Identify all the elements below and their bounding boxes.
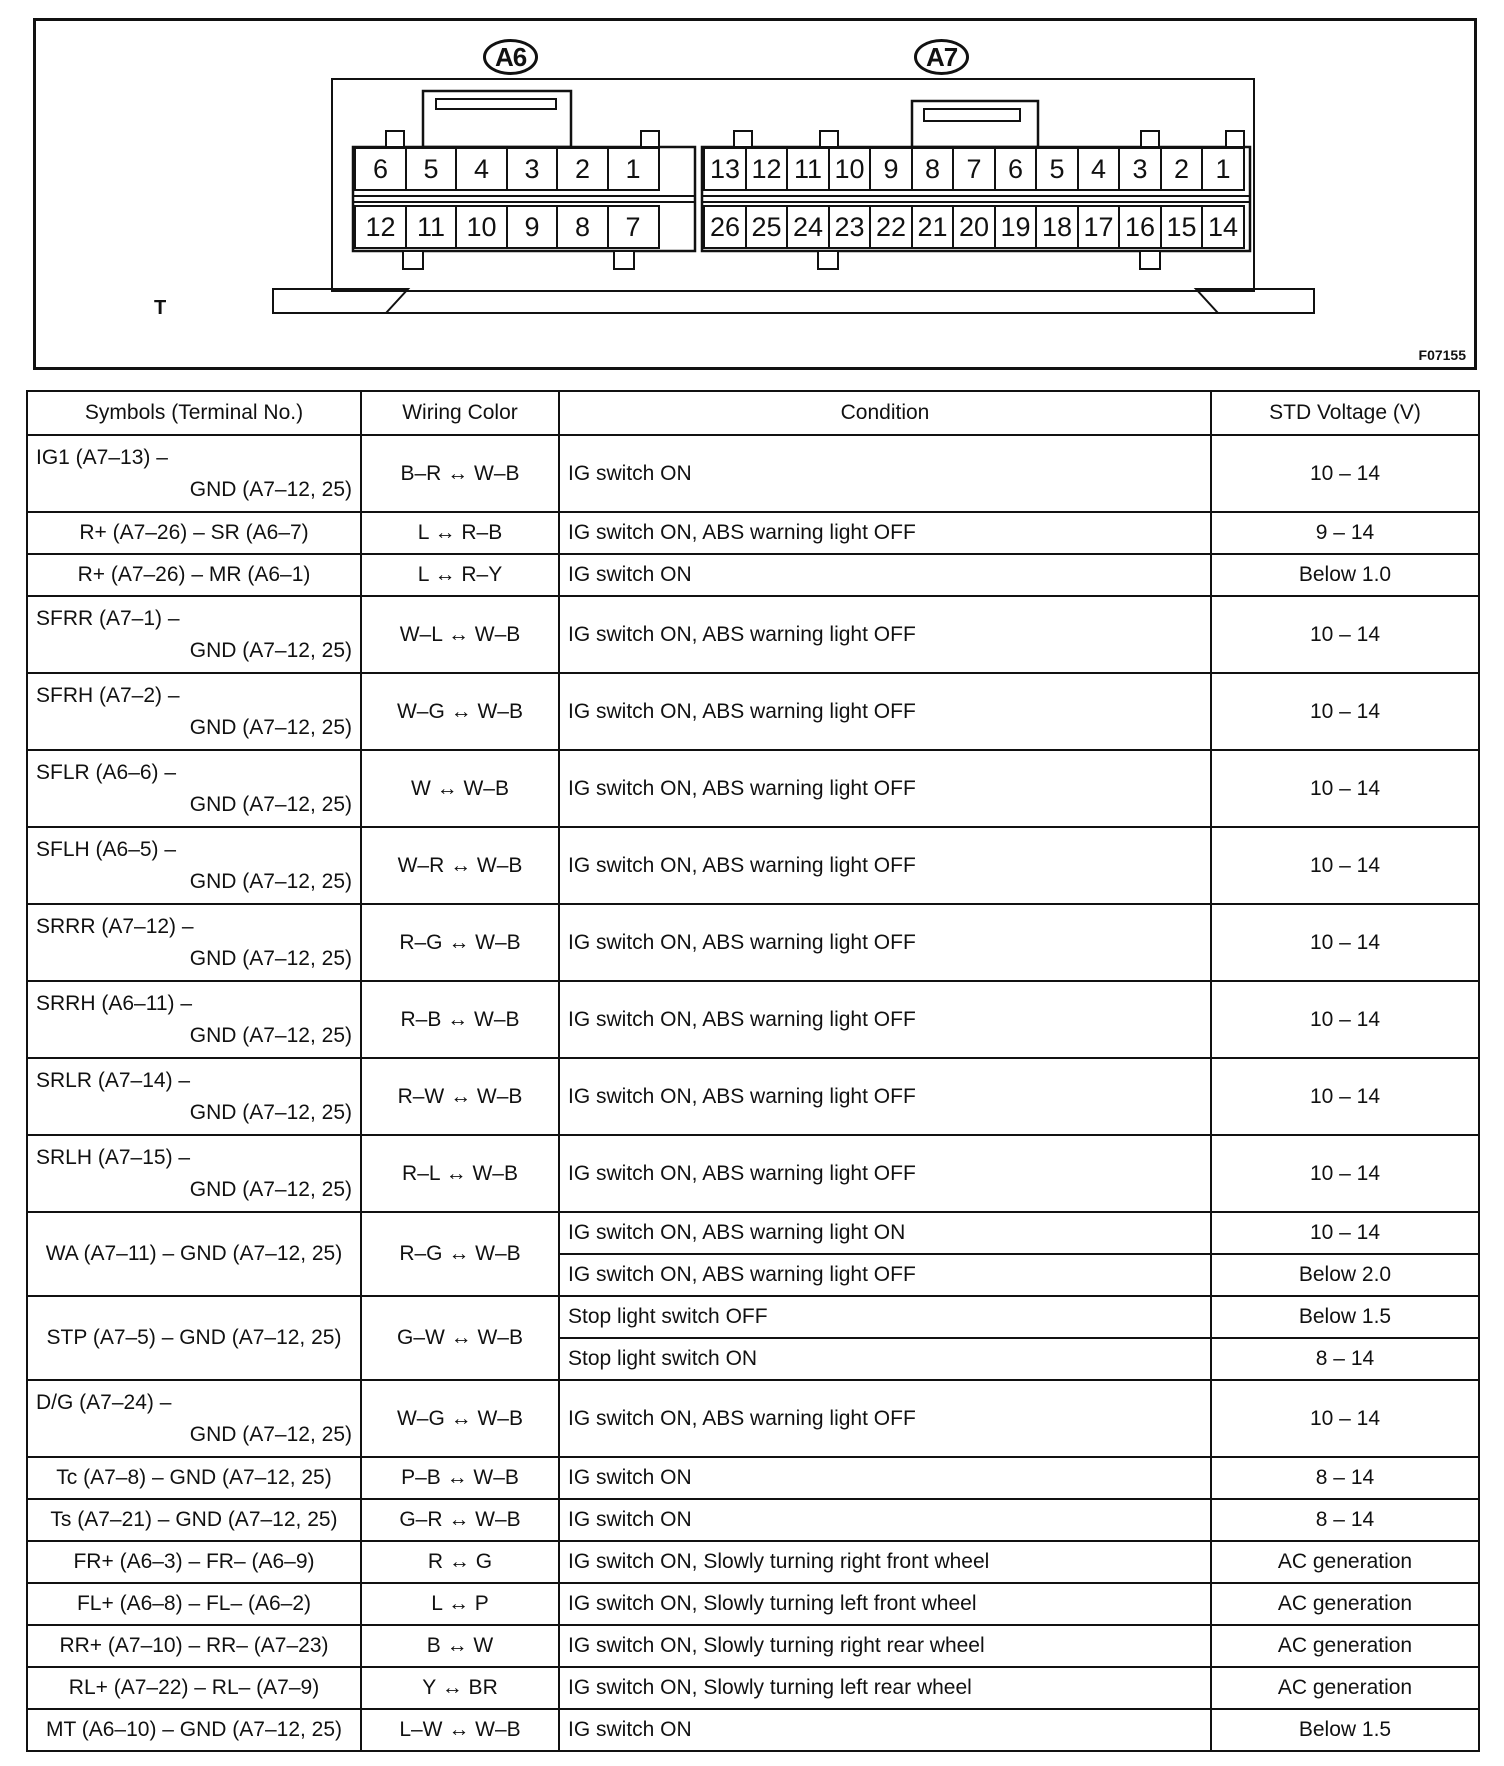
cell-voltage: 9 – 14	[1211, 512, 1479, 554]
cell-condition: Stop light switch ON	[559, 1338, 1211, 1380]
symbol-line: GND (A7–12, 25)	[189, 1177, 352, 1201]
cell-symbols	[27, 673, 361, 750]
cell-voltage: 10 – 14	[1211, 1380, 1479, 1457]
pin: 5	[1035, 147, 1079, 191]
cell-symbols	[27, 1625, 361, 1667]
pin: 9	[506, 205, 559, 249]
symbol-line: R+ (A7–26) – MR (A6–1)	[77, 563, 311, 586]
cell-condition: IG switch ON, ABS warning light OFF	[559, 981, 1211, 1058]
symbol-line: IG1 (A7–13) –	[36, 445, 168, 469]
pin: 3	[1118, 147, 1162, 191]
table-row	[27, 1709, 1479, 1751]
cell-voltage: 10 – 14	[1211, 981, 1479, 1058]
cell-voltage: 8 – 14	[1211, 1457, 1479, 1499]
cell-voltage: 10 – 14	[1211, 750, 1479, 827]
cell-condition: IG switch ON	[559, 435, 1211, 512]
cell-voltage: 10 – 14	[1211, 596, 1479, 673]
cell-wiring: R ↔ G	[361, 1541, 559, 1583]
cell-symbols	[27, 1541, 361, 1583]
cell-wiring: B ↔ W	[361, 1625, 559, 1667]
pin: 24	[786, 205, 830, 249]
cell-symbols	[27, 554, 361, 596]
symbol-line: GND (A7–12, 25)	[189, 792, 352, 816]
cell-wiring: G–R ↔ W–B	[361, 1499, 559, 1541]
header-condition: Condition	[559, 391, 1211, 435]
table-row	[27, 512, 1479, 554]
cell-wiring: Y ↔ BR	[361, 1667, 559, 1709]
cell-symbols	[27, 1667, 361, 1709]
cell-voltage: 10 – 14	[1211, 673, 1479, 750]
pin: 4	[1077, 147, 1121, 191]
cell-wiring: R–G ↔ W–B	[361, 1212, 559, 1296]
cell-condition: IG switch ON, ABS warning light OFF	[559, 827, 1211, 904]
cell-voltage: 10 – 14	[1211, 1058, 1479, 1135]
table-row	[27, 1583, 1479, 1625]
cell-condition: IG switch ON, ABS warning light OFF	[559, 673, 1211, 750]
pin: 19	[994, 205, 1038, 249]
pin: 13	[703, 147, 747, 191]
cell-condition: Stop light switch OFF	[559, 1296, 1211, 1338]
symbol-line: Tc (A7–8) – GND (A7–12, 25)	[56, 1466, 332, 1489]
cell-wiring: W–G ↔ W–B	[361, 1380, 559, 1457]
pin: 6	[354, 147, 407, 191]
symbol-line: SFRR (A7–1) –	[36, 606, 180, 630]
table-row	[27, 904, 1479, 981]
view-direction-label: T	[154, 297, 167, 319]
pin: 16	[1118, 205, 1162, 249]
cell-voltage: Below 2.0	[1211, 1254, 1479, 1296]
table-row	[27, 1667, 1479, 1709]
symbol-line: SFRH (A7–2) –	[36, 683, 180, 707]
cell-wiring: R–G ↔ W–B	[361, 904, 559, 981]
symbol-line: Ts (A7–21) – GND (A7–12, 25)	[50, 1508, 338, 1531]
pin: 1	[607, 147, 660, 191]
table-row	[27, 1457, 1479, 1499]
pin: 10	[828, 147, 872, 191]
symbol-line: SRRR (A7–12) –	[36, 914, 194, 938]
table-row	[27, 1541, 1479, 1583]
pin: 17	[1077, 205, 1121, 249]
cell-symbols	[27, 1296, 361, 1380]
symbol-line: FL+ (A6–8) – FL– (A6–2)	[76, 1592, 312, 1615]
a7-top-pin-row	[703, 147, 1243, 191]
cell-condition: IG switch ON, Slowly turning right front wheel	[559, 1541, 1211, 1583]
symbol-line: RR+ (A7–10) – RR– (A7–23)	[59, 1634, 329, 1657]
table-row	[27, 554, 1479, 596]
pin: 23	[828, 205, 872, 249]
cell-wiring: L ↔ P	[361, 1583, 559, 1625]
symbol-line: GND (A7–12, 25)	[189, 715, 352, 739]
cell-wiring: R–L ↔ W–B	[361, 1135, 559, 1212]
table-row	[27, 435, 1479, 512]
symbol-line: R+ (A7–26) – SR (A6–7)	[79, 521, 309, 544]
cell-symbols	[27, 1212, 361, 1296]
table-row	[27, 1380, 1479, 1457]
pin: 22	[869, 205, 913, 249]
cell-condition: IG switch ON, ABS warning light OFF	[559, 1058, 1211, 1135]
table-row	[27, 673, 1479, 750]
cell-wiring: B–R ↔ W–B	[361, 435, 559, 512]
cell-voltage: Below 1.0	[1211, 554, 1479, 596]
pin: 20	[952, 205, 996, 249]
symbol-line: FR+ (A6–3) – FR– (A6–9)	[73, 1550, 315, 1573]
cell-condition: IG switch ON, Slowly turning right rear wheel	[559, 1625, 1211, 1667]
cell-voltage: Below 1.5	[1211, 1296, 1479, 1338]
symbol-line: GND (A7–12, 25)	[189, 869, 352, 893]
a6-bottom-pin-row	[354, 205, 657, 249]
symbol-line: MT (A6–10) – GND (A7–12, 25)	[45, 1718, 343, 1741]
table-row	[27, 750, 1479, 827]
cell-wiring: R–B ↔ W–B	[361, 981, 559, 1058]
cell-symbols	[27, 750, 361, 827]
pin: 26	[703, 205, 747, 249]
cell-condition: IG switch ON, ABS warning light OFF	[559, 596, 1211, 673]
cell-condition: IG switch ON, Slowly turning left front wheel	[559, 1583, 1211, 1625]
cell-voltage: Below 1.5	[1211, 1709, 1479, 1751]
table-row	[27, 827, 1479, 904]
cell-symbols	[27, 596, 361, 673]
cell-condition: IG switch ON, ABS warning light OFF	[559, 904, 1211, 981]
cell-condition: IG switch ON	[559, 1457, 1211, 1499]
table-row	[27, 1625, 1479, 1667]
pin: 9	[869, 147, 913, 191]
table-row	[27, 1135, 1479, 1212]
cell-wiring: R–W ↔ W–B	[361, 1058, 559, 1135]
cell-condition: IG switch ON, ABS warning light OFF	[559, 750, 1211, 827]
a6-top-pin-row	[354, 147, 657, 191]
pin: 6	[994, 147, 1038, 191]
cell-voltage: AC generation	[1211, 1625, 1479, 1667]
symbol-line: SFLR (A6–6) –	[36, 760, 177, 784]
cell-condition: IG switch ON, ABS warning light OFF	[559, 1254, 1211, 1296]
cell-wiring: P–B ↔ W–B	[361, 1457, 559, 1499]
symbol-line: SRLR (A7–14) –	[36, 1068, 191, 1092]
cell-voltage: 10 – 14	[1211, 435, 1479, 512]
pin: 5	[405, 147, 458, 191]
header-std-voltage: STD Voltage (V)	[1211, 391, 1479, 435]
cell-condition: IG switch ON	[559, 554, 1211, 596]
pin: 18	[1035, 205, 1079, 249]
cell-voltage: 8 – 14	[1211, 1499, 1479, 1541]
pin: 2	[556, 147, 609, 191]
symbol-line: STP (A7–5) – GND (A7–12, 25)	[46, 1326, 342, 1349]
table-row	[27, 981, 1479, 1058]
cell-condition: IG switch ON, ABS warning light OFF	[559, 1135, 1211, 1212]
table-row	[27, 596, 1479, 673]
cell-symbols	[27, 1709, 361, 1751]
cell-condition: IG switch ON, ABS warning light OFF	[559, 512, 1211, 554]
symbol-line: GND (A7–12, 25)	[189, 1422, 352, 1446]
symbol-line: GND (A7–12, 25)	[189, 638, 352, 662]
cell-symbols	[27, 827, 361, 904]
cell-wiring: W–R ↔ W–B	[361, 827, 559, 904]
table-row	[27, 1058, 1479, 1135]
cell-symbols	[27, 435, 361, 512]
pin: 11	[786, 147, 830, 191]
pin: 15	[1160, 205, 1204, 249]
cell-condition: IG switch ON, Slowly turning left rear wheel	[559, 1667, 1211, 1709]
terminal-voltage-table	[26, 390, 1480, 1752]
symbol-line: GND (A7–12, 25)	[189, 477, 352, 501]
symbol-line: GND (A7–12, 25)	[189, 1023, 352, 1047]
table-row	[27, 1212, 1479, 1254]
cell-wiring: W–L ↔ W–B	[361, 596, 559, 673]
cell-condition: IG switch ON, ABS warning light ON	[559, 1212, 1211, 1254]
header-wiring-color: Wiring Color	[361, 391, 559, 435]
cell-symbols	[27, 1457, 361, 1499]
pin: 21	[911, 205, 955, 249]
cell-wiring: L ↔ R–B	[361, 512, 559, 554]
cell-condition: IG switch ON	[559, 1499, 1211, 1541]
cell-symbols	[27, 904, 361, 981]
connector-a6-label: A6	[483, 39, 538, 75]
pin: 1	[1201, 147, 1245, 191]
header-symbols: Symbols (Terminal No.)	[27, 391, 361, 435]
figure-code: F07155	[1418, 347, 1466, 363]
connector-diagram	[33, 18, 1477, 370]
pin: 12	[354, 205, 407, 249]
a7-bottom-pin-row	[703, 205, 1243, 249]
cell-wiring: W ↔ W–B	[361, 750, 559, 827]
pin: 2	[1160, 147, 1204, 191]
pin: 3	[506, 147, 559, 191]
pin: 4	[455, 147, 508, 191]
cell-voltage: AC generation	[1211, 1667, 1479, 1709]
cell-symbols	[27, 1499, 361, 1541]
table-row	[27, 1499, 1479, 1541]
pin: 11	[405, 205, 458, 249]
cell-voltage: AC generation	[1211, 1541, 1479, 1583]
cell-symbols	[27, 981, 361, 1058]
symbol-line: GND (A7–12, 25)	[189, 946, 352, 970]
cell-wiring: W–G ↔ W–B	[361, 673, 559, 750]
cell-symbols	[27, 1583, 361, 1625]
pin: 7	[607, 205, 660, 249]
symbol-line: WA (A7–11) – GND (A7–12, 25)	[45, 1242, 343, 1265]
cell-voltage: 10 – 14	[1211, 904, 1479, 981]
pin: 12	[745, 147, 789, 191]
cell-voltage: 8 – 14	[1211, 1338, 1479, 1380]
pin: 8	[556, 205, 609, 249]
cell-condition: IG switch ON	[559, 1709, 1211, 1751]
symbol-line: D/G (A7–24) –	[36, 1390, 172, 1414]
cell-voltage: 10 – 14	[1211, 827, 1479, 904]
symbol-line: SFLH (A6–5) –	[36, 837, 177, 861]
cell-voltage: AC generation	[1211, 1583, 1479, 1625]
cell-symbols	[27, 512, 361, 554]
pin: 25	[745, 205, 789, 249]
pin: 14	[1201, 205, 1245, 249]
cell-symbols	[27, 1380, 361, 1457]
cell-wiring: L ↔ R–Y	[361, 554, 559, 596]
cell-voltage: 10 – 14	[1211, 1135, 1479, 1212]
cell-wiring: L–W ↔ W–B	[361, 1709, 559, 1751]
symbol-line: RL+ (A7–22) – RL– (A7–9)	[68, 1676, 320, 1699]
symbol-line: SRLH (A7–15) –	[36, 1145, 191, 1169]
connector-outline-drawing	[36, 21, 1474, 367]
pin: 7	[952, 147, 996, 191]
cell-condition: IG switch ON, ABS warning light OFF	[559, 1380, 1211, 1457]
cell-symbols	[27, 1058, 361, 1135]
cell-voltage: 10 – 14	[1211, 1212, 1479, 1254]
table-header-row	[27, 391, 1479, 435]
cell-symbols	[27, 1135, 361, 1212]
symbol-line: GND (A7–12, 25)	[189, 1100, 352, 1124]
cell-wiring: G–W ↔ W–B	[361, 1296, 559, 1380]
pin: 10	[455, 205, 508, 249]
pin: 8	[911, 147, 955, 191]
symbol-line: SRRH (A6–11) –	[36, 991, 193, 1015]
table-row	[27, 1296, 1479, 1338]
connector-a7-label: A7	[914, 39, 969, 75]
